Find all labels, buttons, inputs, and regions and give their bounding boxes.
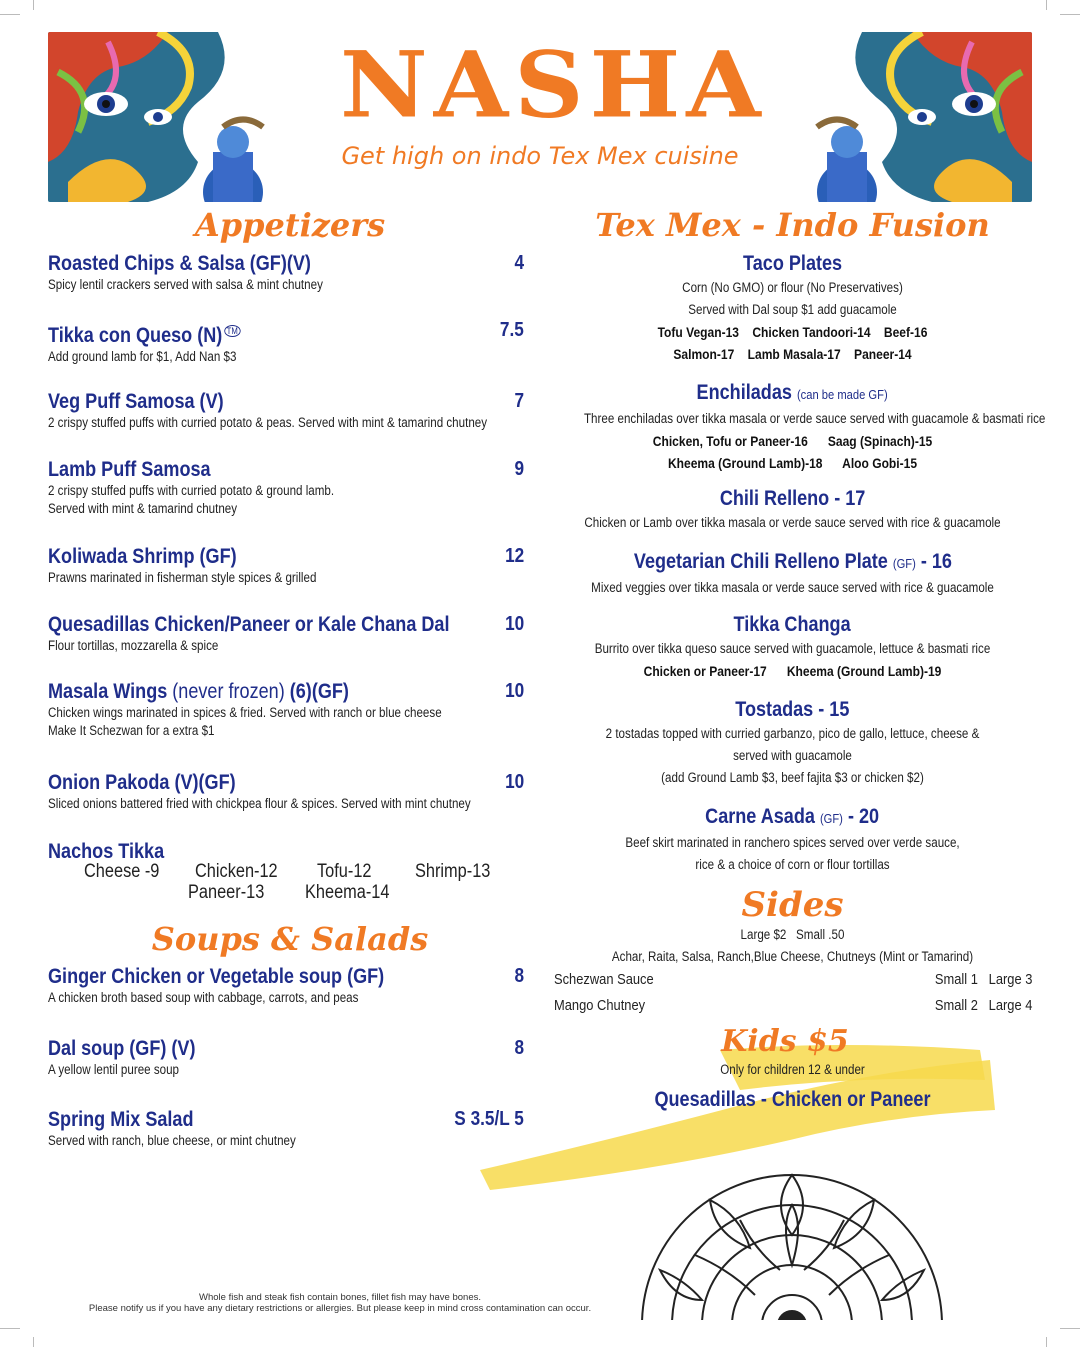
- mandala-illustration: [640, 1160, 945, 1320]
- section-line: Corn (No GMO) or flour (No Preservatives): [682, 280, 903, 295]
- item-price: 10: [504, 680, 524, 702]
- section-options: Chicken, Tofu or Paneer-16 Saag (Spinach)-15: [652, 433, 933, 449]
- section-title-text: Vegetarian Chili Relleno Plate: [633, 550, 888, 573]
- nachos-option: Cheese -9: [84, 861, 160, 882]
- tostadas-block: [550, 697, 1035, 789]
- side-row-price: Small 2 Large 4: [934, 997, 1032, 1014]
- item-price: 10: [504, 771, 524, 793]
- section-title: [697, 380, 888, 408]
- section-title-note: (GF): [892, 556, 916, 571]
- item-name: Dal soup (GF) (V): [48, 1037, 196, 1060]
- taco-plates-block: [550, 251, 1035, 365]
- item-description-2: Served with mint & tamarind chutney: [48, 501, 238, 516]
- item-name: [48, 680, 461, 704]
- menu-item: [48, 1037, 528, 1079]
- kids-block: [550, 1059, 1035, 1113]
- menu-item: [48, 613, 528, 655]
- item-description: Served with ranch, blue cheese, or mint chutney: [48, 1133, 296, 1148]
- item-name: Ginger Chicken or Vegetable soup (GF): [48, 965, 385, 988]
- section-line: 2 tostadas topped with curried garbanzo, pico de gallo, lettuce, cheese &: [605, 726, 980, 741]
- section-line: Burrito over tikka queso sauce served with guacamole, lettuce & basmati rice: [594, 641, 991, 656]
- menu-item: [48, 965, 528, 1007]
- allergy-footer: [60, 1292, 620, 1314]
- item-price: 12: [504, 545, 524, 567]
- header-artwork-right: [810, 32, 1032, 202]
- menu-item: [48, 252, 528, 294]
- section-title-text: Carne Asada: [705, 805, 816, 828]
- item-price: 10: [504, 613, 524, 635]
- section-title: [633, 549, 951, 577]
- section-title-tail: - 16: [920, 550, 952, 573]
- item-name: [48, 319, 461, 348]
- item-price: 8: [514, 1037, 524, 1059]
- item-name-text: Masala Wings: [48, 680, 168, 703]
- item-description: Chicken wings marinated in spices & fried. Served with ranch or blue cheese: [48, 705, 442, 720]
- brand-header: [340, 30, 767, 170]
- item-description: Flour tortillas, mozzarella & spice: [48, 638, 219, 653]
- veg-chili-relleno-block: [550, 549, 1035, 599]
- item-description: Prawns marinated in fisherman style spices & grilled: [48, 570, 317, 585]
- chili-relleno-block: [550, 486, 1035, 534]
- side-row-price: Small 1 Large 3: [934, 971, 1032, 988]
- section-title: Tikka Changa: [733, 613, 852, 636]
- section-line: Mixed veggies over tikka masala or verde sauce served with rice & guacamole: [591, 580, 994, 595]
- menu-item: [48, 771, 528, 813]
- item-name: Onion Pakoda (V)(GF): [48, 771, 236, 794]
- section-title: Chili Relleno - 17: [719, 487, 866, 510]
- item-description: Spicy lentil crackers served with salsa & mint chutney: [48, 277, 323, 292]
- footer-line: Whole fish and steak fish contain bones, fillet fish may have bones.: [199, 1292, 481, 1303]
- section-title: Tostadas - 15: [735, 698, 850, 721]
- carne-asada-block: [550, 804, 1035, 876]
- item-price: 7.5: [500, 319, 524, 341]
- menu-item: [48, 390, 528, 432]
- header-artwork-left: [48, 32, 270, 202]
- nachos-option: Paneer-13: [188, 882, 265, 903]
- fusion-heading: Tex Mex - Indo Fusion: [595, 206, 990, 244]
- sides-heading: Sides: [741, 885, 844, 925]
- item-name: Lamb Puff Samosa: [48, 458, 211, 481]
- item-name-tail: (6)(GF): [289, 680, 349, 703]
- section-title-tail: - 20: [848, 805, 880, 828]
- section-title-note: (GF): [820, 811, 844, 826]
- item-description: Sliced onions battered fried with chickpea flour & spices. Served with mint chutney: [48, 796, 471, 811]
- tagline: Get high on indo Tex Mex cuisine: [341, 142, 739, 170]
- section-line: Beef skirt marinated in ranchero spices served over verde sauce,: [625, 835, 960, 850]
- sides-list: Achar, Raita, Salsa, Ranch,Blue Cheese, Chutneys (Mint or Tamarind): [611, 949, 974, 964]
- menu-item: [48, 545, 528, 587]
- item-price: S 3.5/L 5: [454, 1108, 524, 1130]
- item-price: 8: [514, 965, 524, 987]
- item-name: Koliwada Shrimp (GF): [48, 545, 237, 568]
- brand-logo: NASHA: [340, 30, 767, 139]
- side-row-name: Schezwan Sauce: [554, 971, 654, 988]
- menu-item: [48, 319, 528, 366]
- item-name: Spring Mix Salad: [48, 1108, 194, 1131]
- section-options: Tofu Vegan-13 Chicken Tandoori-14 Beef-16: [657, 324, 928, 340]
- item-price: 4: [514, 252, 524, 274]
- appetizers-heading: Appetizers: [194, 206, 386, 244]
- item-name: Quesadillas Chicken/Paneer or Kale Chana Dal: [48, 613, 450, 636]
- section-line: (add Ground Lamb $3, beef fajita $3 or chicken $2): [661, 770, 924, 785]
- item-description: 2 crispy stuffed puffs with curried potato & ground lamb.: [48, 483, 335, 498]
- section-line: Served with Dal soup $1 add guacamole: [688, 302, 897, 317]
- trademark-mark: TM: [224, 325, 240, 337]
- section-options: Kheema (Ground Lamb)-18 Aloo Gobi-15: [667, 455, 918, 471]
- item-description: A yellow lentil puree soup: [48, 1062, 180, 1077]
- soups-heading: Soups & Salads: [151, 920, 429, 958]
- sides-sizes: Large $2 Small .50: [740, 927, 845, 942]
- item-price: 7: [514, 390, 524, 412]
- item-price: 9: [514, 458, 524, 480]
- section-line: Chicken or Lamb over tikka masala or verde sauce served with rice & guacamole: [584, 515, 1001, 530]
- item-description: A chicken broth based soup with cabbage, carrots, and peas: [48, 990, 359, 1005]
- section-line: Three enchiladas over tikka masala or verde sauce served with guacamole & basmati rice: [583, 411, 1046, 426]
- section-title-note: (can be made GF): [797, 387, 889, 402]
- section-line: rice & a choice of corn or flour tortillas: [695, 857, 890, 872]
- section-options: Salmon-17 Lamb Masala-17 Paneer-14: [673, 346, 912, 362]
- item-name: Veg Puff Samosa (V): [48, 390, 224, 413]
- sides-block: [550, 924, 1035, 968]
- item-description: 2 crispy stuffed puffs with curried potato & peas. Served with mint & tamarind chutney: [48, 415, 488, 430]
- menu-item: [48, 680, 528, 740]
- side-row-name: Mango Chutney: [554, 997, 646, 1014]
- item-name: Roasted Chips & Salsa (GF)(V): [48, 252, 311, 275]
- kids-item: Quesadillas - Chicken or Paneer: [654, 1088, 931, 1111]
- nachos-option: Shrimp-13: [415, 861, 491, 882]
- item-name-note: (never frozen): [172, 680, 285, 703]
- section-line: served with guacamole: [733, 748, 852, 763]
- section-title-text: Enchiladas: [696, 381, 793, 404]
- section-title: [706, 804, 880, 832]
- kids-note: Only for children 12 & under: [720, 1062, 865, 1077]
- nachos-option: Tofu-12: [317, 861, 372, 882]
- nachos-option: Chicken-12: [195, 861, 278, 882]
- section-options: Chicken or Paneer-17 Kheema (Ground Lamb)-19: [643, 663, 942, 679]
- menu-item: [48, 1108, 528, 1150]
- enchiladas-block: [550, 380, 1046, 474]
- nachos-option: Kheema-14: [305, 882, 390, 903]
- footer-line: Please notify us if you have any dietary restrictions or allergies. But please keep in mind cross contamination can occur.: [88, 1303, 592, 1314]
- menu-item: [48, 458, 528, 518]
- item-description: Add ground lamb for $1, Add Nan $3: [48, 349, 237, 364]
- tikka-changa-block: [550, 612, 1035, 682]
- kids-heading: Kids $5: [721, 1024, 849, 1059]
- item-name: Nachos Tikka: [48, 840, 165, 863]
- item-name-text: Tikka con Queso (N): [48, 324, 223, 347]
- item-description-2: Make It Schezwan for a extra $1: [48, 723, 215, 738]
- section-title: Taco Plates: [742, 252, 843, 275]
